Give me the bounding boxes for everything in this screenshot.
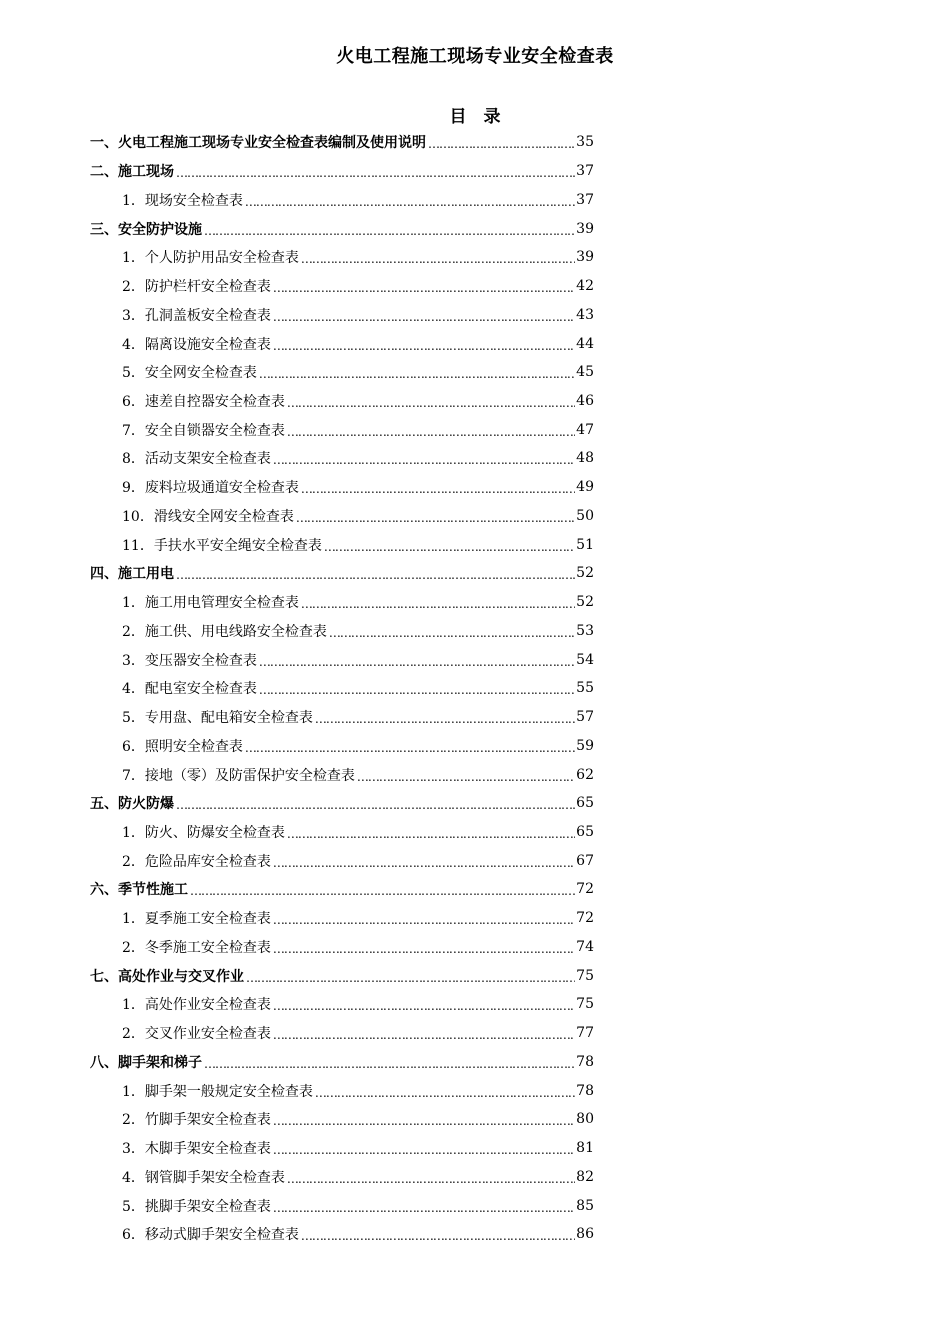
toc-item-entry[interactable] <box>90 502 594 531</box>
toc-item-entry[interactable] <box>90 1105 594 1134</box>
toc-dot-leader <box>176 568 575 582</box>
toc-entry-label: 3．木脚手架安全检查表 <box>122 1141 271 1158</box>
toc-entry-label: 10．滑线安全网安全检查表 <box>122 508 294 525</box>
toc-entry-label: 2．竹脚手架安全检查表 <box>122 1112 271 1129</box>
toc-entry-label: 二、施工现场 <box>90 164 174 181</box>
toc-dot-leader <box>273 999 575 1013</box>
toc-item-entry[interactable] <box>90 818 594 847</box>
toc-entry-label: 4．隔离设施安全检查表 <box>122 336 271 353</box>
toc-entry-label: 五、防火防爆 <box>90 796 174 813</box>
toc-page-number: 55 <box>576 680 594 697</box>
toc-entry-label: 8．活动支架安全检查表 <box>122 451 271 468</box>
toc-page-number: 62 <box>576 766 594 783</box>
toc-entry-label: 一、火电工程施工现场专业安全检查表编制及使用说明 <box>90 135 426 152</box>
toc-entry-label: 六、季节性施工 <box>90 882 188 899</box>
toc-section-entry[interactable] <box>90 789 594 818</box>
toc-entry-label: 11．手扶水平安全绳安全检查表 <box>122 537 322 554</box>
toc-page-number: 81 <box>576 1140 594 1157</box>
toc-entry-label: 三、安全防护设施 <box>90 221 202 238</box>
toc-section-entry[interactable] <box>90 214 594 243</box>
toc-dot-leader <box>287 425 575 439</box>
toc-entry-label: 1．个人防护用品安全检查表 <box>122 250 299 267</box>
toc-page-number: 52 <box>576 594 594 611</box>
toc-item-entry[interactable] <box>90 530 594 559</box>
toc-dot-leader <box>287 1172 575 1186</box>
toc-item-entry[interactable] <box>90 243 594 272</box>
toc-page-number: 78 <box>576 1053 594 1070</box>
toc-dot-leader <box>204 224 575 238</box>
toc-dot-leader <box>273 1201 575 1215</box>
toc-dot-leader <box>259 655 575 669</box>
document-title: 火电工程施工现场专业安全检查表 <box>336 46 614 67</box>
toc-entry-label: 4．配电室安全检查表 <box>122 681 257 698</box>
toc-item-entry[interactable] <box>90 387 594 416</box>
toc-item-entry[interactable] <box>90 645 594 674</box>
toc-item-entry[interactable] <box>90 444 594 473</box>
toc-entry-label: 6．移动式脚手架安全检查表 <box>122 1227 299 1244</box>
toc-dot-leader <box>329 626 575 640</box>
toc-page-number: 47 <box>576 421 594 438</box>
toc-page-number: 65 <box>576 823 594 840</box>
toc-entry-label: 1．脚手架一般规定安全检查表 <box>122 1083 313 1100</box>
toc-section-entry[interactable] <box>90 1048 594 1077</box>
toc-section-entry[interactable] <box>90 128 594 157</box>
toc-entry-label: 3．孔洞盖板安全检查表 <box>122 307 271 324</box>
toc-dot-leader <box>273 856 575 870</box>
toc-page-number: 72 <box>576 910 594 927</box>
toc-item-entry[interactable] <box>90 1134 594 1163</box>
toc-dot-leader <box>324 540 575 554</box>
toc-item-entry[interactable] <box>90 588 594 617</box>
toc-section-entry[interactable] <box>90 559 594 588</box>
toc-entry-label: 1．防火、防爆安全检查表 <box>122 824 285 841</box>
toc-dot-leader <box>259 683 575 697</box>
toc-page-number: 44 <box>576 335 594 352</box>
toc-entry-label: 2．冬季施工安全检查表 <box>122 939 271 956</box>
toc-item-entry[interactable] <box>90 674 594 703</box>
toc-dot-leader <box>273 281 575 295</box>
toc-page-number: 57 <box>576 709 594 726</box>
toc-item-entry[interactable] <box>90 1162 594 1191</box>
toc-item-entry[interactable] <box>90 731 594 760</box>
toc-dot-leader <box>190 884 575 898</box>
toc-page-number: 72 <box>576 881 594 898</box>
toc-dot-leader <box>245 741 575 755</box>
toc-entry-label: 4．钢管脚手架安全检查表 <box>122 1169 285 1186</box>
toc-page-number: 78 <box>576 1082 594 1099</box>
toc-page-number: 49 <box>576 479 594 496</box>
toc-entry-label: 2．施工供、用电线路安全检查表 <box>122 623 327 640</box>
toc-page-number: 65 <box>576 795 594 812</box>
toc-item-entry[interactable] <box>90 846 594 875</box>
toc-dot-leader <box>315 712 575 726</box>
toc-dot-leader <box>245 195 575 209</box>
toc-entry-label: 1．现场安全检查表 <box>122 192 243 209</box>
toc-page-number: 42 <box>576 278 594 295</box>
toc-dot-leader <box>301 482 575 496</box>
toc-page-number: 43 <box>576 306 594 323</box>
toc-page-number: 85 <box>576 1197 594 1214</box>
toc-dot-leader <box>301 1229 575 1243</box>
toc-page-number: 39 <box>576 220 594 237</box>
toc-dot-leader <box>273 339 575 353</box>
toc-page-number: 37 <box>576 163 594 180</box>
toc-item-entry[interactable] <box>90 415 594 444</box>
toc-item-entry[interactable] <box>90 329 594 358</box>
toc-entry-label: 7．安全自锁器安全检查表 <box>122 422 285 439</box>
toc-item-entry[interactable] <box>90 703 594 732</box>
toc-page-number: 45 <box>576 364 594 381</box>
toc-page-number: 53 <box>576 622 594 639</box>
toc-section-entry[interactable] <box>90 961 594 990</box>
toc-item-entry[interactable] <box>90 358 594 387</box>
toc-page-number: 67 <box>576 852 594 869</box>
toc-entry-label: 5．安全网安全检查表 <box>122 365 257 382</box>
toc-page-number: 46 <box>576 392 594 409</box>
toc-item-entry[interactable] <box>90 272 594 301</box>
toc-entry-label: 1．高处作业安全检查表 <box>122 997 271 1014</box>
toc-dot-leader <box>357 770 575 784</box>
toc-entry-label: 2．交叉作业安全检查表 <box>122 1026 271 1043</box>
toc-section-entry[interactable] <box>90 157 594 186</box>
toc-page-number: 59 <box>576 737 594 754</box>
toc-dot-leader <box>246 971 575 985</box>
toc-page-number: 80 <box>576 1111 594 1128</box>
toc-page-number: 37 <box>576 191 594 208</box>
toc-page-number: 52 <box>576 565 594 582</box>
toc-item-entry[interactable] <box>90 990 594 1019</box>
toc-dot-leader <box>273 310 575 324</box>
toc-page-number: 35 <box>576 134 594 151</box>
toc-entry-label: 5．挑脚手架安全检查表 <box>122 1198 271 1215</box>
toc-dot-leader <box>273 453 575 467</box>
toc-item-entry[interactable] <box>90 1220 594 1249</box>
toc-page-number: 39 <box>576 249 594 266</box>
table-of-contents <box>90 128 594 1249</box>
toc-page-number: 50 <box>576 507 594 524</box>
toc-item-entry[interactable] <box>90 904 594 933</box>
toc-entry-label: 6．速差自控器安全检查表 <box>122 393 285 410</box>
toc-dot-leader <box>296 511 575 525</box>
toc-dot-leader <box>428 137 575 151</box>
toc-item-entry[interactable] <box>90 473 594 502</box>
toc-dot-leader <box>259 367 575 381</box>
toc-item-entry[interactable] <box>90 1019 594 1048</box>
toc-entry-label: 6．照明安全检查表 <box>122 738 243 755</box>
toc-dot-leader <box>287 827 575 841</box>
toc-entry-label: 3．变压器安全检查表 <box>122 652 257 669</box>
toc-item-entry[interactable] <box>90 933 594 962</box>
toc-dot-leader <box>204 1057 575 1071</box>
toc-dot-leader <box>315 1086 575 1100</box>
toc-page-number: 82 <box>576 1168 594 1185</box>
toc-section-entry[interactable] <box>90 875 594 904</box>
toc-dot-leader <box>301 597 575 611</box>
toc-item-entry[interactable] <box>90 760 594 789</box>
toc-dot-leader <box>273 942 575 956</box>
toc-page-number: 77 <box>576 1025 594 1042</box>
toc-item-entry[interactable] <box>90 1076 594 1105</box>
toc-entry-label: 9．废料垃圾通道安全检查表 <box>122 480 299 497</box>
toc-item-entry[interactable] <box>90 616 594 645</box>
toc-entry-label: 5．专用盘、配电箱安全检查表 <box>122 710 313 727</box>
toc-page-number: 54 <box>576 651 594 668</box>
toc-entry-label: 四、施工用电 <box>90 566 174 583</box>
toc-dot-leader <box>273 1143 575 1157</box>
toc-entry-label: 七、高处作业与交叉作业 <box>90 968 244 985</box>
toc-page-number: 74 <box>576 938 594 955</box>
toc-page-number: 51 <box>576 536 594 553</box>
toc-dot-leader <box>301 252 575 266</box>
toc-dot-leader <box>176 166 575 180</box>
toc-entry-label: 1．施工用电管理安全检查表 <box>122 595 299 612</box>
toc-item-entry[interactable] <box>90 300 594 329</box>
toc-page-number: 48 <box>576 450 594 467</box>
toc-page-number: 75 <box>576 967 594 984</box>
toc-item-entry[interactable] <box>90 1191 594 1220</box>
toc-heading: 目 录 <box>449 107 501 127</box>
toc-item-entry[interactable] <box>90 185 594 214</box>
toc-dot-leader <box>273 1114 575 1128</box>
toc-dot-leader <box>176 798 575 812</box>
toc-page-number: 86 <box>576 1226 594 1243</box>
toc-entry-label: 2．防护栏杆安全检查表 <box>122 279 271 296</box>
toc-entry-label: 八、脚手架和梯子 <box>90 1054 202 1071</box>
toc-entry-label: 1．夏季施工安全检查表 <box>122 911 271 928</box>
toc-dot-leader <box>273 1028 575 1042</box>
toc-entry-label: 7．接地（零）及防雷保护安全检查表 <box>122 767 355 784</box>
toc-page-number: 75 <box>576 996 594 1013</box>
toc-dot-leader <box>287 396 575 410</box>
toc-dot-leader <box>273 913 575 927</box>
toc-entry-label: 2．危险品库安全检查表 <box>122 853 271 870</box>
